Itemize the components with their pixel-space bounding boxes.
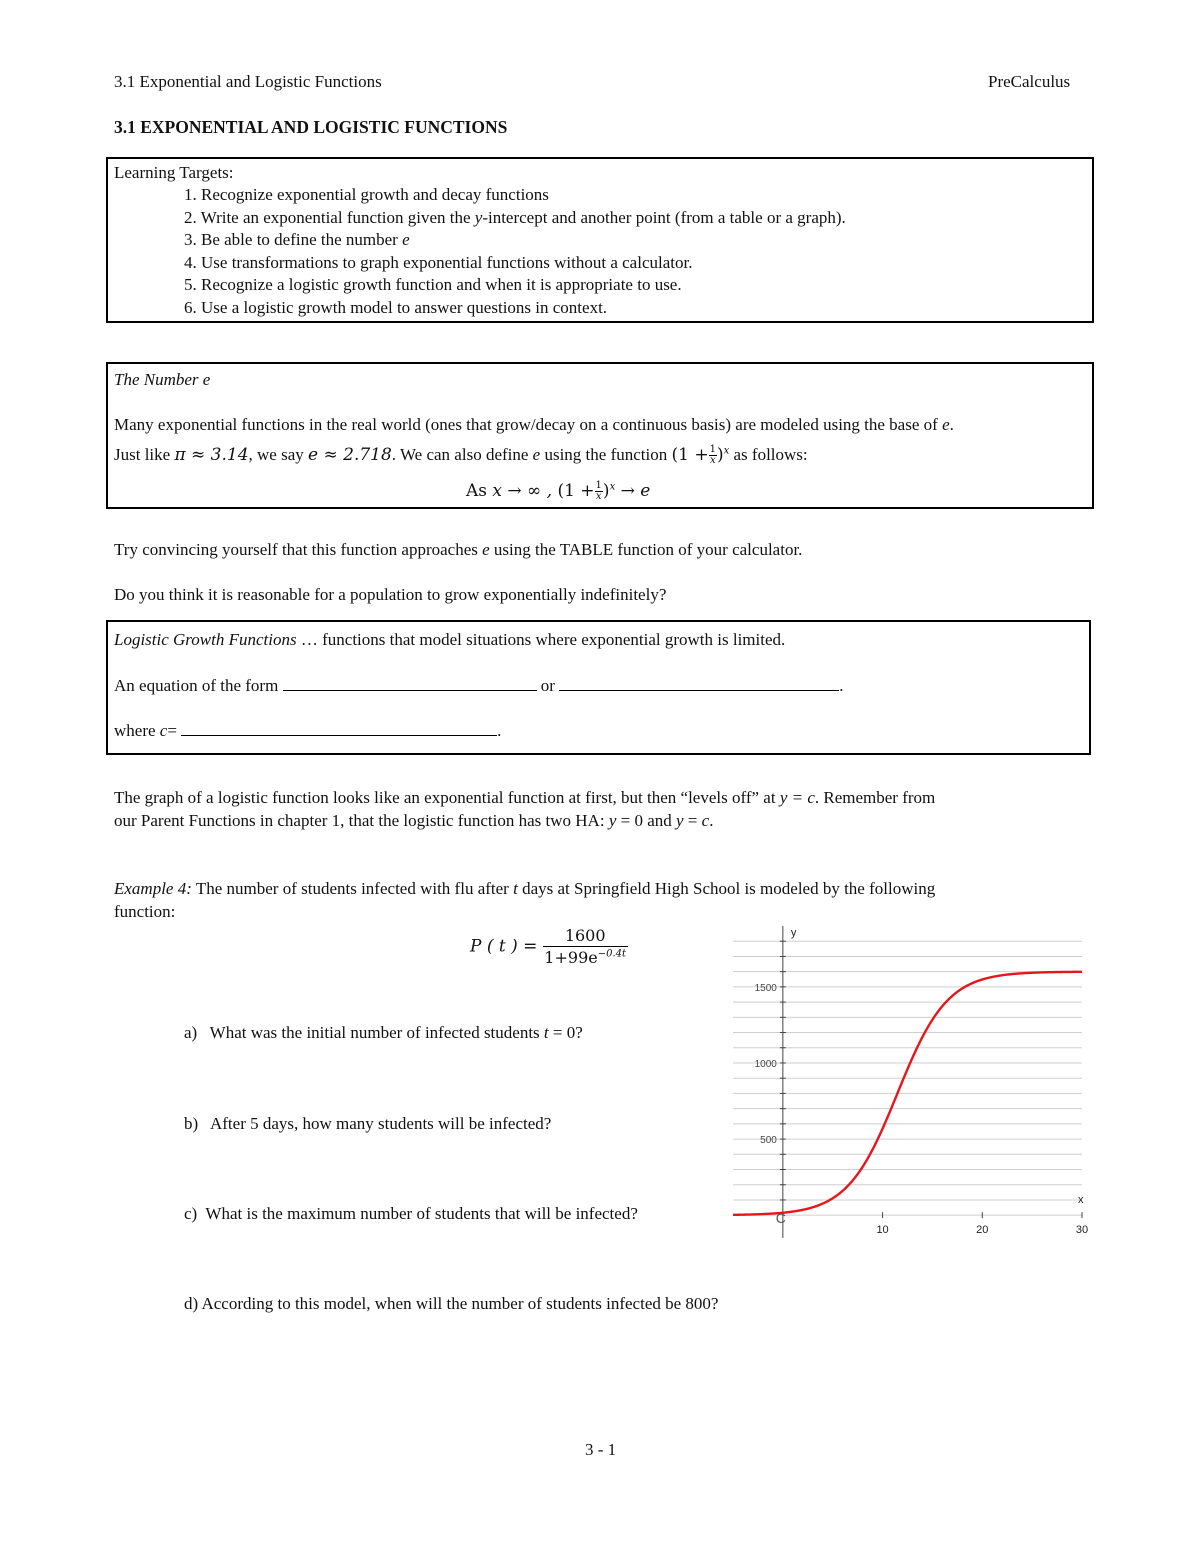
page-title: 3.1 EXPONENTIAL AND LOGISTIC FUNCTIONS [114,117,508,137]
limit-function: (1 + $\frac{1}{x}$ )$^x$ [671,444,730,466]
logistic-equation-line: An equation of the form or . [114,676,844,695]
logistic-graph-text-2: our Parent Functions in chapter 1, that the logistic function has two HA: y = 0 and y = c. [114,811,714,830]
x-tick-label: 10 [876,1224,889,1237]
learning-targets-list [184,184,846,319]
learning-target-item: 6. Use a logistic growth model to answer questions in context. [184,297,608,317]
learning-target-item: 5. Recognize a logistic growth function and when it is appropriate to use. [184,275,682,294]
x-tick-label: 30 [1075,1224,1089,1237]
logistic-graph-text-1: The graph of a logistic function looks like an exponential function at first, but then “levels off” at y = c. Remember from [114,788,936,807]
logistic-graph [728,920,1092,1260]
x-axis-label: x [1078,1194,1084,1207]
question-b: b) After 5 days, how many students will be infected? [184,1114,552,1133]
learning-target-item: 2. Write an exponential function given the y-intercept and another point (from a table or a graph). [184,207,846,227]
logistic-where-line: where c= . [114,721,502,740]
equation-blank-2[interactable] [559,676,839,691]
question-c: c) What is the maximum number of students that will be infected? [184,1204,638,1223]
learning-target-item: 1. Recognize exponential growth and decay functions [184,185,549,204]
number-e-title: The Number e [114,370,211,389]
try-prompt: Try convincing yourself that this function approaches e using the TABLE function of your calculator. [114,540,803,559]
equation-blank-1[interactable] [283,676,537,691]
learning-targets-heading: Learning Targets: [114,163,234,182]
y-tick-label: 1500 [754,982,777,994]
logistic-definition: Logistic Growth Functions … functions that model situations where exponential growth is limited. [114,630,786,649]
number-e-paragraph-1: Many exponential functions in the real world (ones that grow/decay on a continuous basis) are modeled using the base of e. [114,415,954,434]
header-right: PreCalculus [988,72,1071,91]
example-4-intro-cont: function: [114,902,176,921]
x-tick-label: 20 [976,1224,989,1237]
y-axis-label: y [790,927,797,939]
number-e-paragraph-2: Just like π ≈ 3.14, we say e ≈ 2.718. We can also define e using the function (1 + $\frac{1}{x}$ )$^x$ as follows: [114,444,808,466]
learning-target-item: 4. Use transformations to graph exponential functions without a calculator. [184,252,693,272]
question-d: d) According to this model, when will the number of students infected be 800? [184,1294,719,1313]
y-tick-label: 1000 [754,1058,777,1070]
learning-target-item: 3. Be able to define the number e [184,230,410,249]
example-4-intro: Example 4: The number of students infected with flu after t days at Springfield High School is modeled by the following [114,879,936,898]
page-number: 3 - 1 [585,1440,617,1459]
limit-statement: As x → ∞ , (1 + $\frac{1}{x}$ )$^x$ → e [466,480,651,502]
header-left: 3.1 Exponential and Logistic Functions [114,72,382,91]
logistic-formula: P ( t ) = $\frac{1600}{1+99e^{-0.4t}}$ [470,926,627,967]
origin-marker: C [775,1210,786,1227]
question-a: a) What was the initial number of infected students t = 0? [184,1023,583,1042]
question-prompt: Do you think it is reasonable for a population to grow exponentially indefinitely? [114,585,667,604]
y-tick-label: 500 [760,1135,777,1147]
c-definition-blank[interactable] [181,721,497,736]
